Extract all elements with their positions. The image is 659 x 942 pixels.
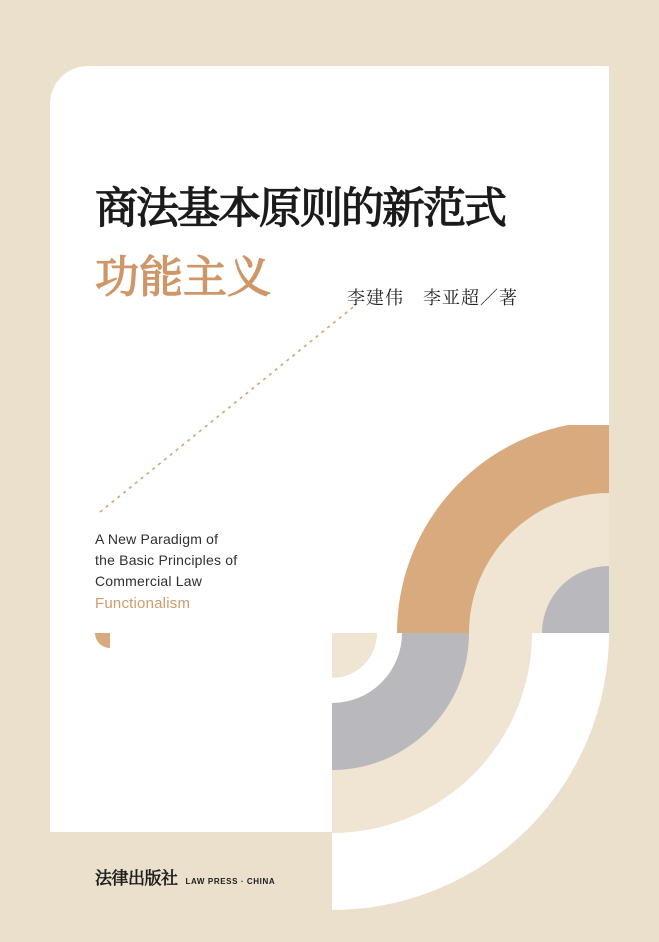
english-title-line-1: A New Paradigm of [95, 531, 219, 547]
english-title-line-2: the Basic Principles of [95, 552, 238, 568]
english-title-line-3: Commercial Law [95, 573, 203, 589]
english-title-block [95, 529, 237, 614]
book-title: 商法基本原则的新范式 [95, 186, 505, 233]
publisher-name-en: LAW PRESS · CHINA [185, 877, 276, 886]
book-subtitle: 功能主义 [95, 253, 271, 302]
authors: 李建伟 李亚超／著 [347, 288, 518, 308]
publisher-name-cn: 法律出版社 [95, 869, 178, 888]
publisher-imprint [95, 864, 275, 889]
english-subtitle: Functionalism [95, 595, 191, 612]
